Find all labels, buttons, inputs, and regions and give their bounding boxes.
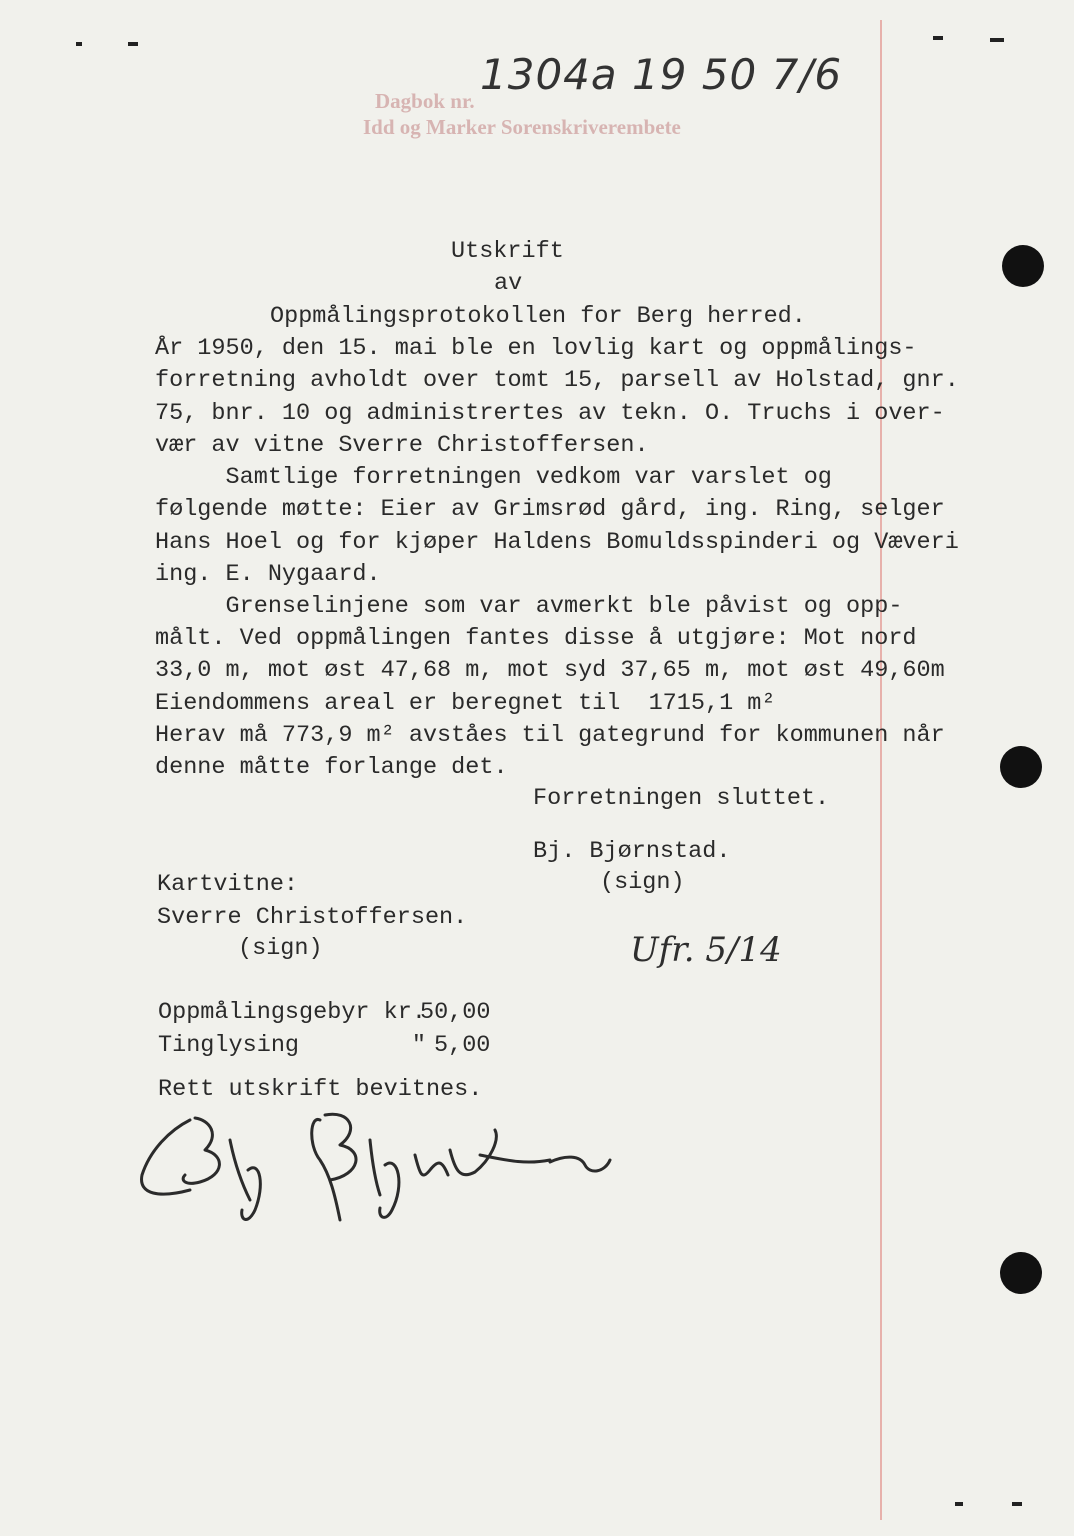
handwritten-journal-number: 1304a 19 50 7/6 [480, 50, 843, 99]
punch-hole-top [1002, 245, 1044, 287]
document-subtitle: av [494, 270, 523, 297]
signer-name: Bj. Bjørnstad. [533, 838, 731, 865]
document-heading: Oppmålingsprotokollen for Berg herred. [270, 303, 806, 330]
body-line: ing. E. Nygaard. [155, 561, 381, 588]
fee-amount: 50,00 [420, 999, 491, 1026]
body-line: Hans Hoel og for kjøper Haldens Bomuldsspinderi og Væveri [155, 529, 959, 556]
signer-sign: (sign) [600, 869, 685, 896]
corner-mark [933, 36, 943, 40]
handwritten-signature [130, 1100, 620, 1240]
witness-name: Sverre Christoffersen. [157, 904, 468, 931]
body-line: forretning avholdt over tomt 15, parsell av Holstad, gnr. [155, 367, 959, 394]
certification: Rett utskrift bevitnes. [158, 1076, 483, 1103]
body-line: målt. Ved oppmålingen fantes disse å utgjøre: Mot nord [155, 625, 917, 652]
fee-label: Oppmålingsgebyr kr. [158, 999, 426, 1026]
body-line: vær av vitne Sverre Christoffersen. [155, 432, 649, 459]
body-line: Samtlige forretningen vedkom var varslet og [155, 464, 832, 491]
punch-hole-bottom [1000, 1252, 1042, 1294]
margin-line [880, 20, 882, 1520]
body-line: følgende møtte: Eier av Grimsrød gård, ing. Ring, selger [155, 496, 945, 523]
corner-mark [955, 1502, 963, 1506]
body-line: Eiendommens areal er beregnet til 1715,1 m² [155, 690, 776, 717]
punch-hole-middle [1000, 746, 1042, 788]
body-line: År 1950, den 15. mai ble en lovlig kart og oppmålings- [155, 335, 917, 362]
stamp-line-2: Idd og Marker Sorenskriverembete [363, 115, 681, 139]
fee-label: Tinglysing " [158, 1032, 426, 1059]
corner-mark [990, 38, 1004, 42]
body-line: 75, bnr. 10 og administrertes av tekn. O. Truchs i over- [155, 400, 945, 427]
corner-mark [1012, 1502, 1022, 1506]
witness-label: Kartvitne: [157, 871, 299, 898]
witness-sign: (sign) [238, 935, 323, 962]
closing-statement: Forretningen sluttet. [533, 785, 830, 812]
handwritten-note: Ufr. 5/14 [630, 930, 782, 970]
body-line: denne måtte forlange det. [155, 754, 508, 781]
body-line: Grenselinjene som var avmerkt ble påvist og opp- [155, 593, 903, 620]
corner-mark [76, 42, 82, 46]
fee-amount: 5,00 [434, 1032, 491, 1059]
body-line: Herav må 773,9 m² avståes til gategrund for kommunen når [155, 722, 945, 749]
document-title: Utskrift [451, 238, 564, 265]
body-line: 33,0 m, mot øst 47,68 m, mot syd 37,65 m, mot øst 49,60m [155, 657, 945, 684]
stamp-line-1: Dagbok nr. [375, 89, 475, 113]
corner-mark [128, 42, 138, 46]
